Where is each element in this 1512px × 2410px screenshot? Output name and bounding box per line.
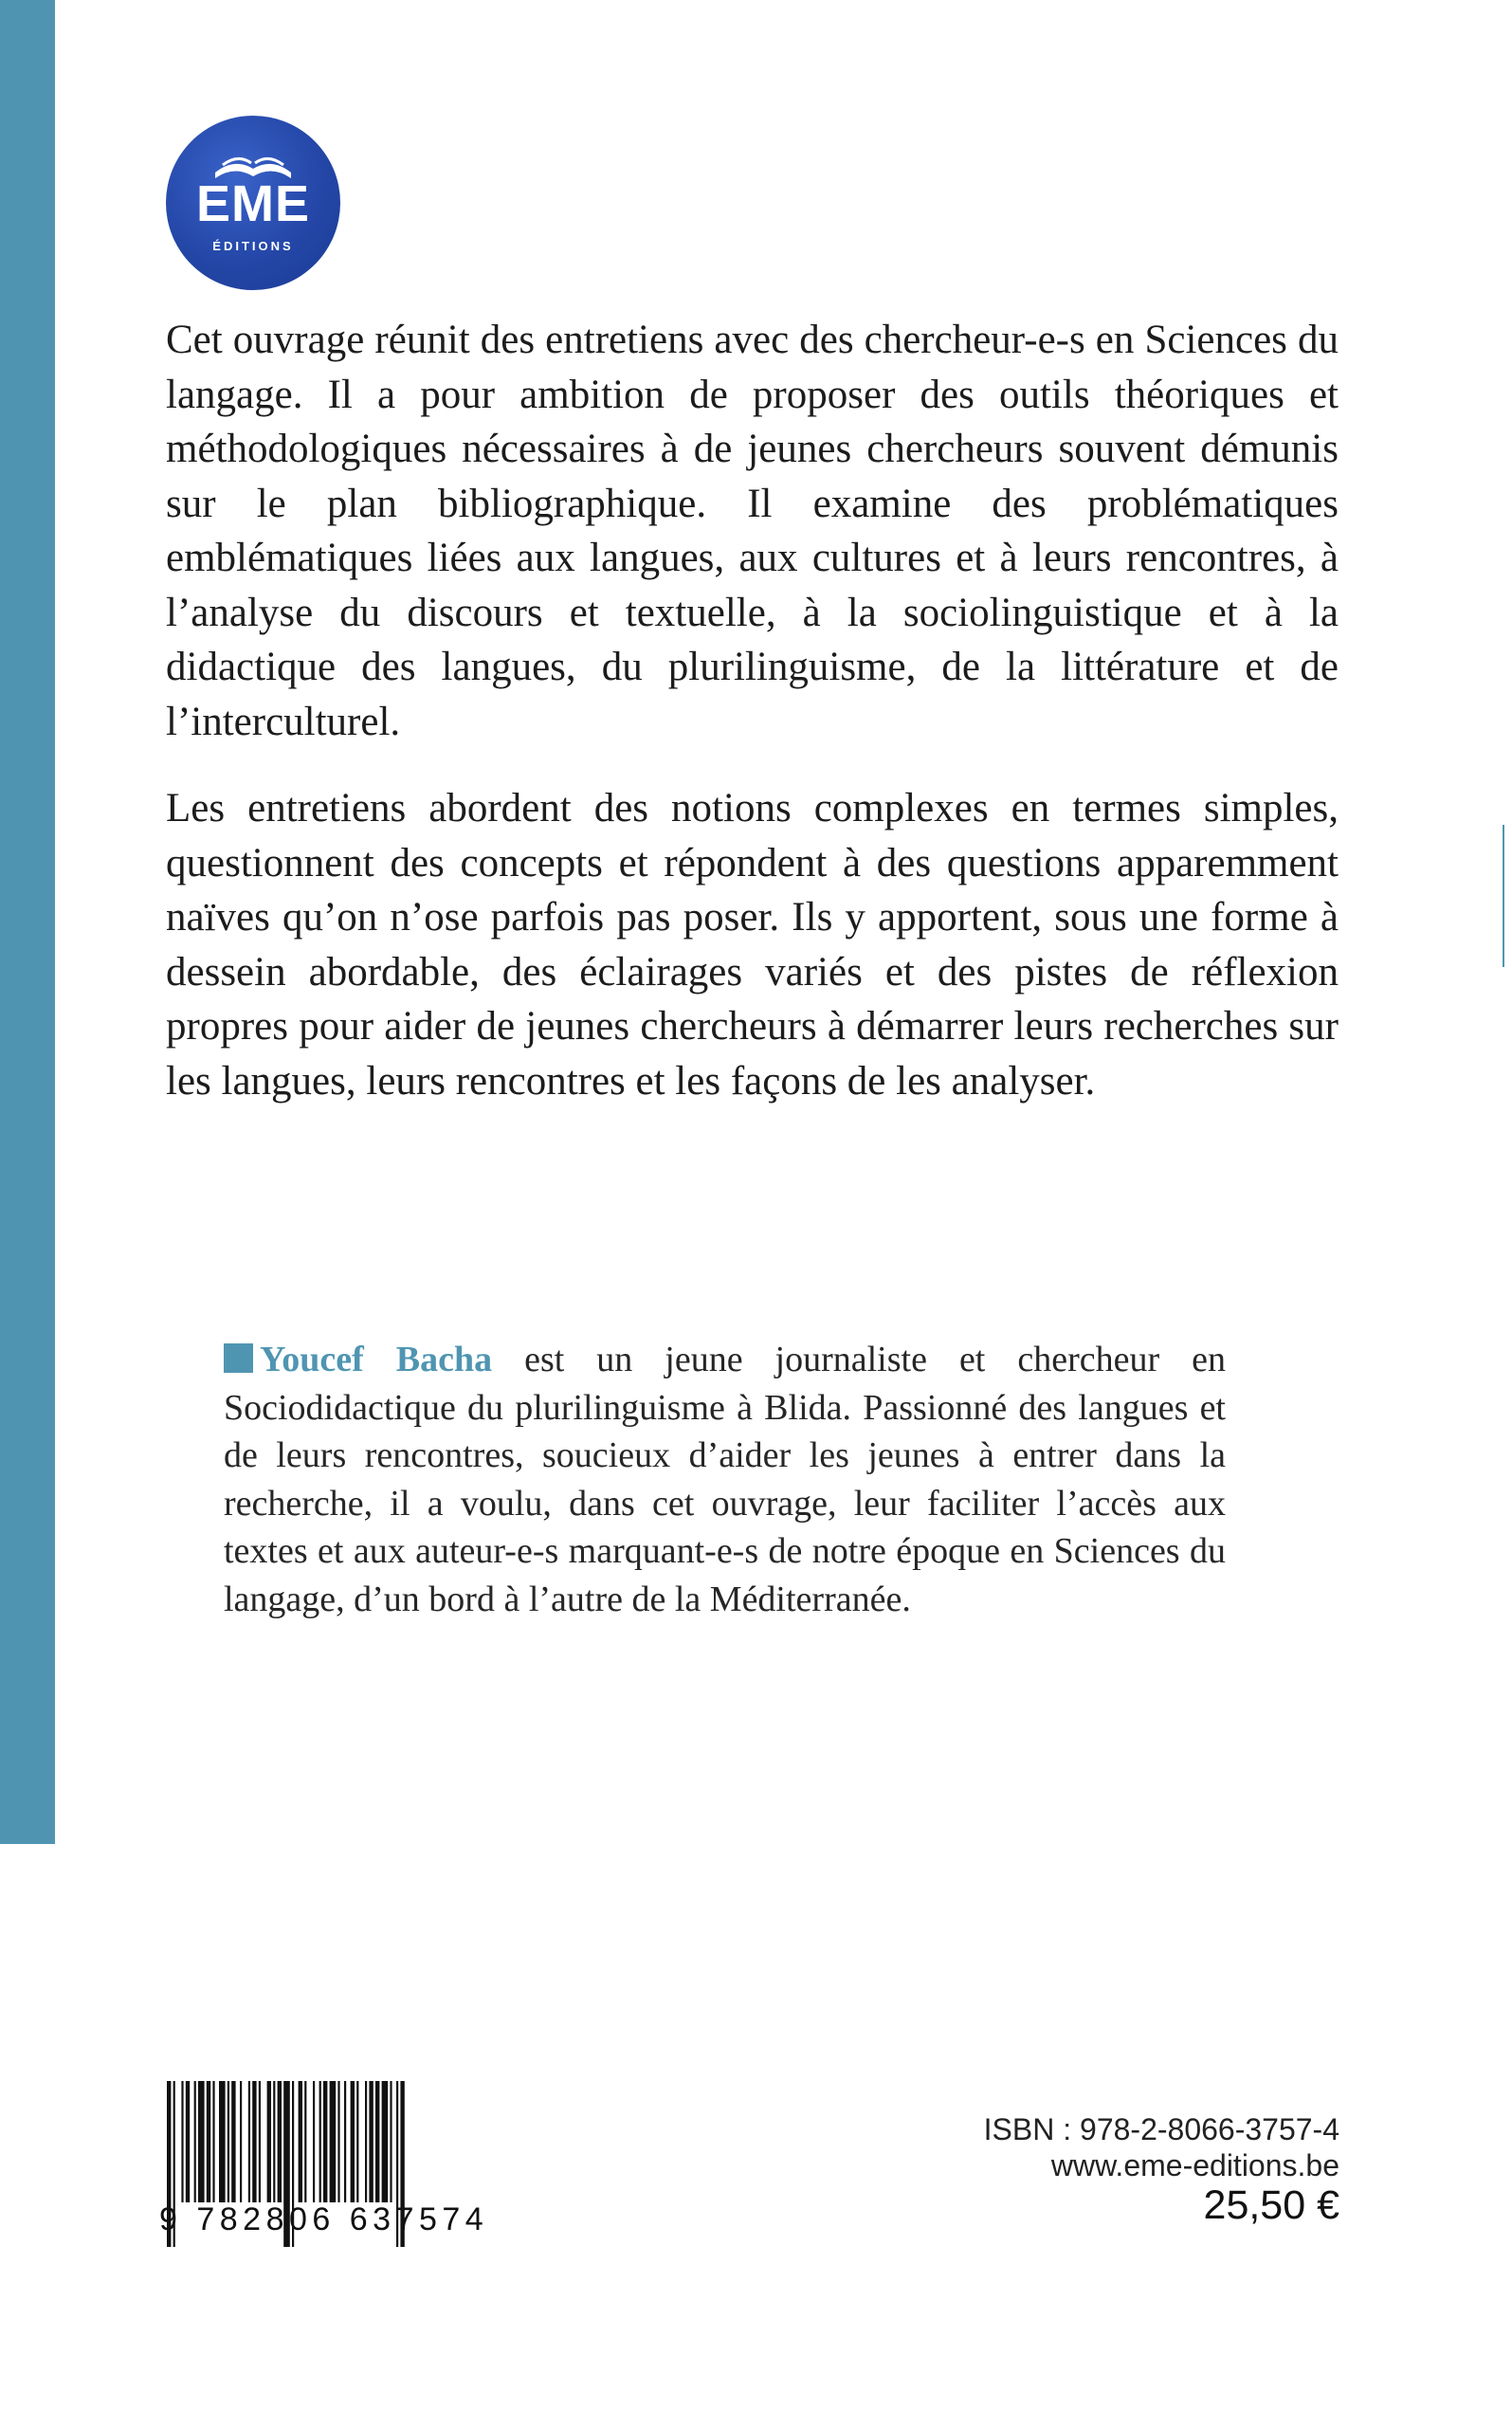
description-paragraph-2: Les entretiens abordent des notions complexes en termes simples, questionnent des concepts et répondent à des questions apparemment naïves qu’on n’ose parfois pas poser. Ils y apportent, sous une forme à dessein abordable, des éclairages variés et des pistes de réflexion propres pour aider de jeunes chercheurs à démarrer leurs recherches sur les langues, leurs rencontres et les façons de les analyser. [166, 786, 1339, 1104]
barcode-bar [186, 2081, 190, 2202]
barcode-bar [207, 2081, 210, 2202]
barcode-bar [194, 2081, 196, 2202]
barcode-bar [259, 2081, 261, 2202]
barcode-bar [375, 2081, 379, 2202]
book-description [166, 313, 1339, 1108]
barcode-digits: 9 782806 637574 [159, 2201, 489, 2237]
isbn: ISBN : 978-2-8066-3757-4 [983, 2112, 1339, 2146]
barcode-bar [299, 2081, 302, 2202]
barcode-bar [330, 2081, 337, 2202]
barcode-bar [369, 2081, 373, 2202]
barcode-bar [365, 2081, 367, 2202]
barcode-bar [219, 2081, 226, 2202]
description-paragraph-1: Cet ouvrage réunit des entretiens avec des chercheur-e-s en Sciences du langage. Il a pour ambition de proposer des outils théoriques et méthodologiques nécessaires à de jeunes chercheurs souvent démunis sur le plan bibliographique. Il examine des problématiques emblématiques liées aux langues, aux cultures et à leurs rencontres, à l’analyse du discours et textuelle, à la sociolinguistique et à la didactique des langues, du plurilinguisme, de la littérature et de l’interculturel. [166, 318, 1339, 744]
barcode-bar [344, 2081, 346, 2202]
barcode-bar [212, 2081, 214, 2202]
logo-mark: EME [195, 175, 311, 232]
barcode-bar [267, 2081, 271, 2202]
margin-tick [1503, 825, 1504, 967]
barcode-bar [390, 2081, 392, 2202]
barcode-bar [181, 2081, 183, 2202]
bio-square-icon [224, 1343, 253, 1373]
barcode-bar [273, 2081, 275, 2202]
barcode-bar [240, 2081, 242, 2202]
author-bio [224, 1336, 1226, 1623]
barcode-bar [231, 2081, 235, 2202]
barcode-bar [278, 2081, 282, 2202]
barcode-bar [252, 2081, 256, 2202]
website: www.eme-editions.be [1050, 2148, 1339, 2182]
barcode-bar [382, 2081, 389, 2202]
barcode-bar [228, 2081, 229, 2202]
barcode-bar [323, 2081, 327, 2202]
author-name: Youcef Bacha [260, 1340, 493, 1379]
barcode-bar [356, 2081, 358, 2202]
barcode-bar [337, 2081, 339, 2202]
author-bio-text: est un jeune journaliste et chercheur en Sociodidactique du plurilinguisme à Blida. Passionné des langues et de leurs rencontres, soucieux d’aider les jeunes à entrer dans la recherche, il a voulu, dans cet ouvrage, leur faciliter l’accès aux textes et aux auteur-e-s marquant-e-s de notre époque en Sciences du langage, d’un bord à l’autre de la Méditerranée. [224, 1340, 1226, 1619]
side-color-band [0, 0, 55, 1844]
barcode-bar [304, 2081, 306, 2202]
barcode-bar [248, 2081, 250, 2202]
logo-subtitle: ÉDITIONS [212, 239, 294, 253]
barcode-bar [198, 2081, 205, 2202]
publisher-logo [166, 116, 340, 290]
price: 25,50 € [1203, 2182, 1339, 2228]
barcode-bar [319, 2081, 321, 2202]
barcode-bar [313, 2081, 315, 2202]
barcode-bar [351, 2081, 355, 2202]
